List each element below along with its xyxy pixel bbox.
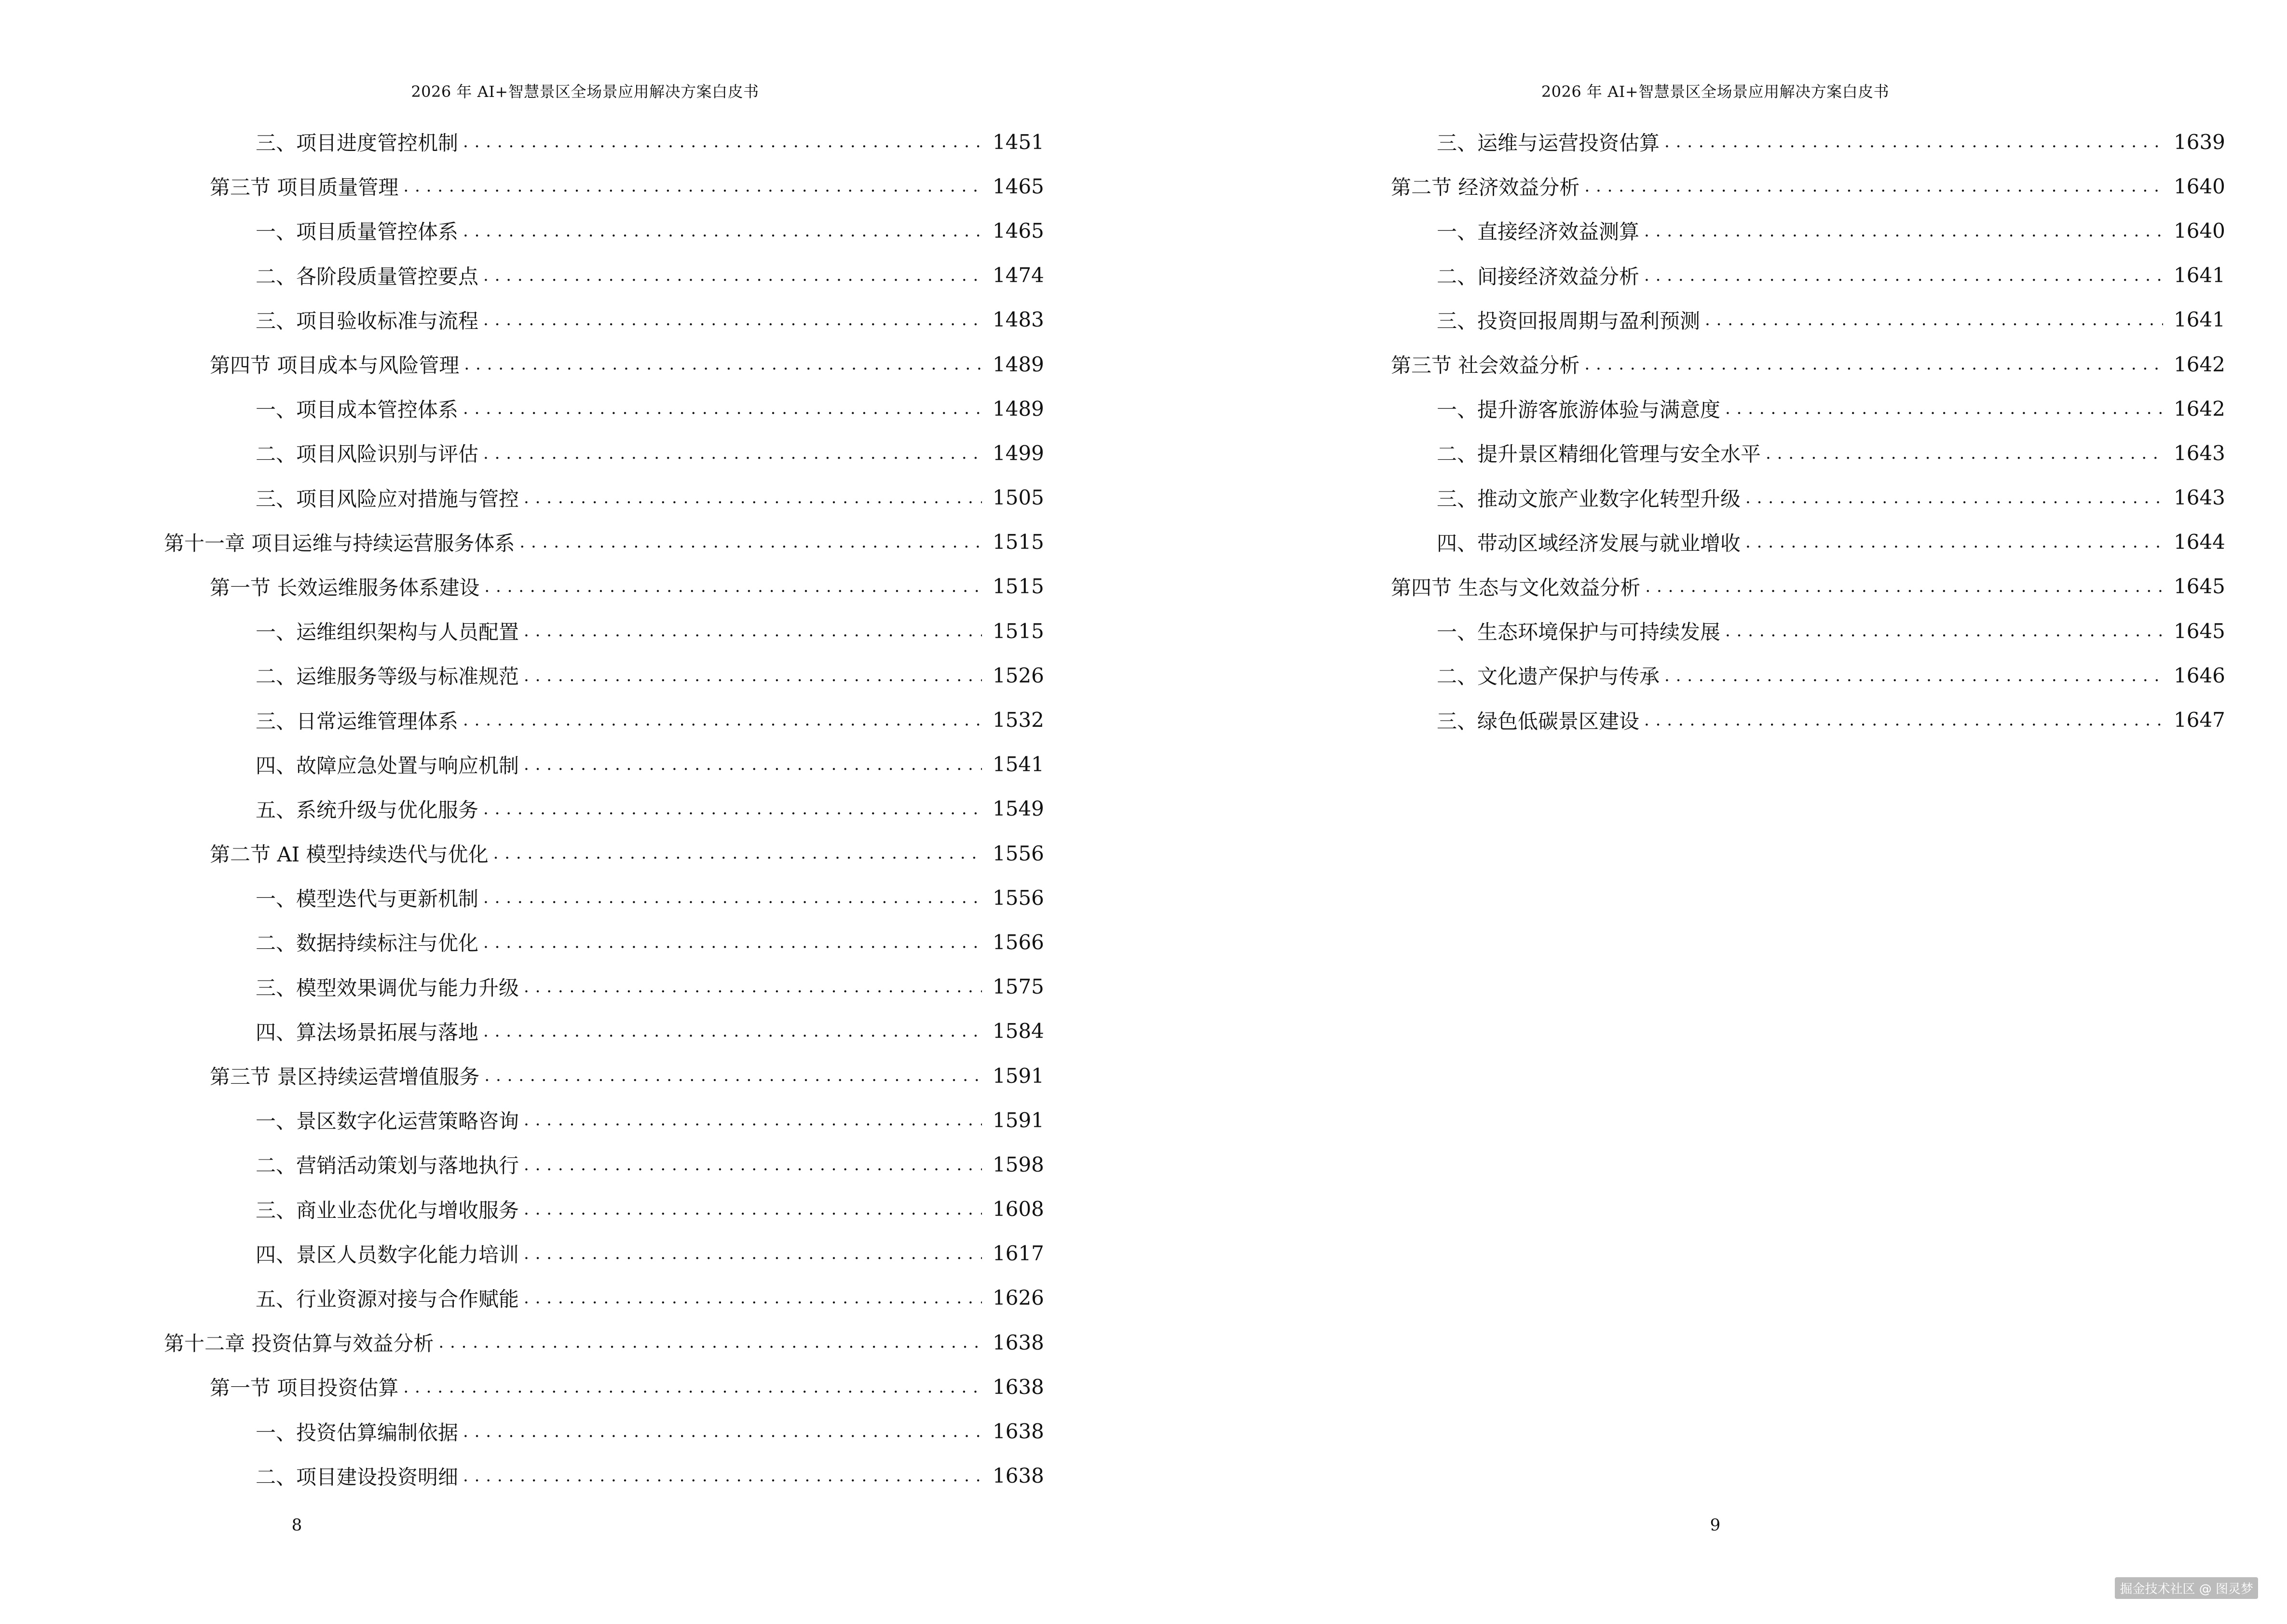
toc-entry-title: 二、各阶段质量管控要点 xyxy=(256,264,479,288)
dot-leader xyxy=(438,1333,982,1351)
dot-leader xyxy=(403,1378,982,1396)
toc-entry-page: 1465 xyxy=(993,218,1044,243)
toc-entry[interactable] xyxy=(164,476,1044,520)
toc-entry[interactable] xyxy=(164,164,1044,208)
right-page xyxy=(1144,0,2287,1624)
toc-entry-title: 三、项目风险应对措施与管控 xyxy=(256,487,519,511)
dot-leader xyxy=(483,888,982,907)
toc-entry-title: 第四节 生态与文化效益分析 xyxy=(1391,575,1641,600)
dot-leader xyxy=(484,577,982,596)
toc-entry[interactable] xyxy=(164,298,1044,342)
toc-entry-page: 1515 xyxy=(993,619,1044,643)
toc-entry-page: 1643 xyxy=(2174,486,2225,510)
dot-leader xyxy=(403,177,982,195)
dot-leader xyxy=(1584,177,2163,195)
toc-entry-page: 1640 xyxy=(2174,174,2225,198)
toc-entry-title: 三、模型效果调优与能力升级 xyxy=(256,976,519,1000)
toc-entry-title: 三、日常运维管理体系 xyxy=(256,709,459,733)
toc-entry-page: 1617 xyxy=(993,1242,1044,1266)
dot-leader xyxy=(524,1111,982,1129)
toc-entry-title: 第一节 长效运维服务体系建设 xyxy=(210,575,480,600)
toc-entry-title: 五、行业资源对接与合作赋能 xyxy=(256,1287,519,1311)
toc-entry[interactable] xyxy=(1345,386,2225,431)
toc-entry-title: 第十二章 投资估算与效益分析 xyxy=(164,1332,434,1356)
toc-entry-title: 三、项目进度管控机制 xyxy=(256,131,459,155)
toc-entry-title: 一、直接经济效益测算 xyxy=(1437,220,1640,244)
toc-entry[interactable] xyxy=(164,1009,1044,1053)
toc-entry-title: 三、投资回报周期与盈利预测 xyxy=(1437,309,1701,333)
toc-entry-page: 1646 xyxy=(2174,663,2225,687)
toc-entry-title: 第三节 社会效益分析 xyxy=(1391,354,1580,378)
dot-leader xyxy=(1705,311,2163,329)
toc-entry[interactable] xyxy=(1345,697,2225,742)
toc-entry-title: 四、景区人员数字化能力培训 xyxy=(256,1242,519,1267)
toc-entry-page: 1591 xyxy=(993,1108,1044,1132)
toc-entry-page: 1641 xyxy=(2174,263,2225,287)
toc-entry-title: 二、间接经济效益分析 xyxy=(1437,264,1640,288)
toc-entry-page: 1638 xyxy=(993,1375,1044,1399)
toc-entry[interactable] xyxy=(1345,253,2225,298)
toc-entry-title: 一、生态环境保护与可持续发展 xyxy=(1437,620,1721,644)
toc-entry[interactable] xyxy=(164,920,1044,964)
dot-leader xyxy=(1644,222,2163,240)
toc-entry-page: 1643 xyxy=(2174,441,2225,465)
dot-leader xyxy=(1745,489,2163,507)
toc-entry-page: 1642 xyxy=(2174,396,2225,421)
toc-entry-title: 三、推动文旅产业数字化转型升级 xyxy=(1437,487,1741,511)
toc-entry[interactable] xyxy=(1345,609,2225,653)
toc-entry-title: 二、文化遗产保护与传承 xyxy=(1437,665,1660,689)
toc-entry-page: 1556 xyxy=(993,841,1044,865)
toc-entry-page: 1532 xyxy=(993,708,1044,732)
toc-entry-title: 一、项目质量管控体系 xyxy=(256,220,459,244)
toc-entry-title: 三、项目验收标准与流程 xyxy=(256,309,479,333)
toc-entry-title: 一、提升游客旅游体验与满意度 xyxy=(1437,398,1721,422)
dot-leader xyxy=(524,978,982,996)
dot-leader xyxy=(1745,533,2163,551)
toc-entry-title: 第四节 项目成本与风险管理 xyxy=(210,354,460,378)
toc-entry[interactable] xyxy=(1345,431,2225,475)
toc-entry-page: 1638 xyxy=(993,1330,1044,1354)
dot-leader xyxy=(463,711,982,729)
toc-entry-page: 1639 xyxy=(2174,130,2225,154)
toc-entry-page: 1638 xyxy=(993,1419,1044,1444)
toc-entry-page: 1647 xyxy=(2174,708,2225,732)
toc-entry-title: 四、故障应急处置与响应机制 xyxy=(256,753,519,778)
dot-leader xyxy=(524,1156,982,1174)
dot-leader xyxy=(464,355,982,373)
toc-entry[interactable] xyxy=(164,520,1044,564)
dot-leader xyxy=(1644,266,2163,285)
toc-entry[interactable] xyxy=(164,1142,1044,1187)
toc-entry-page: 1638 xyxy=(993,1464,1044,1488)
dot-leader xyxy=(524,622,982,640)
toc-entry-page: 1465 xyxy=(993,174,1044,198)
dot-leader xyxy=(1766,444,2163,463)
toc-entry-title: 二、项目风险识别与评估 xyxy=(256,442,479,466)
toc-entry[interactable] xyxy=(1345,164,2225,208)
dot-leader xyxy=(1725,399,2163,418)
toc-entry-page: 1549 xyxy=(993,797,1044,821)
dot-leader xyxy=(524,1200,982,1218)
page-number: 9 xyxy=(1710,1515,1721,1535)
toc-entry-page: 1575 xyxy=(993,975,1044,999)
toc-entry-page: 1645 xyxy=(2174,619,2225,643)
toc-entry-title: 四、算法场景拓展与落地 xyxy=(256,1020,479,1044)
dot-leader xyxy=(1664,666,2163,684)
toc-entry-page: 1515 xyxy=(993,530,1044,554)
toc-entry[interactable] xyxy=(1345,476,2225,520)
dot-leader xyxy=(524,755,982,774)
toc-entry-title: 二、项目建设投资明细 xyxy=(256,1465,459,1489)
toc-entry[interactable] xyxy=(164,1365,1044,1409)
toc-entry-page: 1489 xyxy=(993,396,1044,421)
toc-entry-title: 三、商业业态优化与增收服务 xyxy=(256,1198,519,1222)
toc-entry-page: 1489 xyxy=(993,352,1044,376)
toc-entry-page: 1626 xyxy=(993,1286,1044,1310)
toc-entry-title: 二、运维服务等级与标准规范 xyxy=(256,665,519,689)
table-of-contents xyxy=(1345,120,2225,742)
toc-entry-title: 三、运维与运营投资估算 xyxy=(1437,131,1660,155)
toc-entry-title: 第三节 景区持续运营增值服务 xyxy=(210,1065,480,1089)
toc-entry[interactable] xyxy=(164,386,1044,431)
dot-leader xyxy=(463,222,982,240)
dot-leader xyxy=(483,1022,982,1040)
toc-entry-page: 1505 xyxy=(993,486,1044,510)
toc-entry[interactable] xyxy=(164,787,1044,831)
running-header: 2026 年 AI+智慧景区全场景应用解决方案白皮书 xyxy=(411,82,759,101)
dot-leader xyxy=(484,1066,982,1085)
toc-entry[interactable] xyxy=(1345,120,2225,164)
dot-leader xyxy=(524,489,982,507)
toc-entry[interactable] xyxy=(164,1454,1044,1498)
toc-entry[interactable] xyxy=(164,342,1044,386)
toc-entry[interactable] xyxy=(1345,520,2225,564)
table-of-contents xyxy=(164,120,1044,1498)
dot-leader xyxy=(463,1467,982,1485)
toc-entry[interactable] xyxy=(164,609,1044,653)
toc-entry[interactable] xyxy=(1345,342,2225,386)
toc-entry-page: 1526 xyxy=(993,663,1044,687)
toc-entry-title: 二、提升景区精细化管理与安全水平 xyxy=(1437,442,1761,466)
toc-entry-page: 1451 xyxy=(993,130,1044,154)
dot-leader xyxy=(463,1422,982,1441)
toc-entry-page: 1644 xyxy=(2174,530,2225,554)
dot-leader xyxy=(483,800,982,818)
toc-entry-title: 二、营销活动策划与落地执行 xyxy=(256,1154,519,1178)
toc-entry[interactable] xyxy=(164,253,1044,298)
toc-entry[interactable] xyxy=(164,208,1044,253)
dot-leader xyxy=(483,444,982,463)
toc-entry-page: 1515 xyxy=(993,574,1044,599)
toc-entry[interactable] xyxy=(164,120,1044,164)
dot-leader xyxy=(1645,577,2163,596)
dot-leader xyxy=(519,533,982,551)
toc-entry[interactable] xyxy=(164,653,1044,697)
toc-entry-page: 1556 xyxy=(993,886,1044,910)
toc-entry-page: 1584 xyxy=(993,1019,1044,1043)
toc-entry-title: 第一节 项目投资估算 xyxy=(210,1376,399,1400)
toc-entry[interactable] xyxy=(1345,653,2225,697)
dot-leader xyxy=(1725,622,2163,640)
toc-entry-title: 五、系统升级与优化服务 xyxy=(256,798,479,822)
toc-entry-title: 一、模型迭代与更新机制 xyxy=(256,887,479,911)
toc-entry[interactable] xyxy=(164,1409,1044,1453)
toc-entry[interactable] xyxy=(164,1320,1044,1365)
dot-leader xyxy=(493,844,982,862)
toc-entry-title: 一、运维组织架构与人员配置 xyxy=(256,620,519,644)
toc-entry[interactable] xyxy=(164,831,1044,875)
toc-entry[interactable] xyxy=(164,1098,1044,1142)
toc-entry-title: 一、景区数字化运营策略咨询 xyxy=(256,1109,519,1133)
toc-entry[interactable] xyxy=(164,1053,1044,1098)
dot-leader xyxy=(483,933,982,952)
toc-entry-page: 1598 xyxy=(993,1152,1044,1176)
toc-entry[interactable] xyxy=(164,875,1044,920)
toc-entry[interactable] xyxy=(164,965,1044,1009)
toc-entry[interactable] xyxy=(164,1187,1044,1231)
toc-entry[interactable] xyxy=(1345,564,2225,609)
toc-entry-page: 1640 xyxy=(2174,218,2225,243)
toc-entry-page: 1499 xyxy=(993,441,1044,465)
toc-entry[interactable] xyxy=(164,1276,1044,1320)
toc-entry-title: 一、项目成本管控体系 xyxy=(256,398,459,422)
toc-entry-title: 三、绿色低碳景区建设 xyxy=(1437,709,1640,733)
toc-entry-title: 第十一章 项目运维与持续运营服务体系 xyxy=(164,531,515,555)
dot-leader xyxy=(524,1289,982,1307)
watermark: 掘金技术社区 @ 图灵梦 xyxy=(2115,1577,2258,1599)
running-header: 2026 年 AI+智慧景区全场景应用解决方案白皮书 xyxy=(1541,82,1890,101)
page-number: 8 xyxy=(291,1515,302,1535)
dot-leader xyxy=(1664,133,2163,151)
toc-entry-page: 1608 xyxy=(993,1197,1044,1221)
toc-entry-title: 四、带动区域经济发展与就业增收 xyxy=(1437,531,1741,555)
dot-leader xyxy=(1644,711,2163,729)
dot-leader xyxy=(524,1244,982,1263)
toc-entry-title: 一、投资估算编制依据 xyxy=(256,1420,459,1445)
toc-entry[interactable] xyxy=(1345,208,2225,253)
toc-entry-page: 1566 xyxy=(993,930,1044,954)
toc-entry-page: 1541 xyxy=(993,752,1044,777)
toc-entry-title: 二、数据持续标注与优化 xyxy=(256,931,479,955)
dot-leader xyxy=(1584,355,2163,373)
dot-leader xyxy=(463,399,982,418)
dot-leader xyxy=(524,666,982,684)
toc-entry[interactable] xyxy=(164,742,1044,787)
toc-entry[interactable] xyxy=(164,431,1044,475)
toc-entry-page: 1645 xyxy=(2174,574,2225,599)
toc-entry[interactable] xyxy=(1345,298,2225,342)
toc-entry[interactable] xyxy=(164,1231,1044,1276)
toc-entry-page: 1483 xyxy=(993,308,1044,332)
dot-leader xyxy=(483,311,982,329)
toc-entry-title: 第二节 AI 模型持续迭代与优化 xyxy=(210,843,489,867)
toc-entry[interactable] xyxy=(164,697,1044,742)
toc-entry-title: 第二节 经济效益分析 xyxy=(1391,176,1580,200)
toc-entry-title: 第三节 项目质量管理 xyxy=(210,176,399,200)
dot-leader xyxy=(483,266,982,285)
toc-entry-page: 1641 xyxy=(2174,308,2225,332)
toc-entry[interactable] xyxy=(164,564,1044,609)
toc-entry-page: 1591 xyxy=(993,1064,1044,1088)
toc-entry-page: 1474 xyxy=(993,263,1044,287)
toc-entry-page: 1642 xyxy=(2174,352,2225,376)
dot-leader xyxy=(463,133,982,151)
